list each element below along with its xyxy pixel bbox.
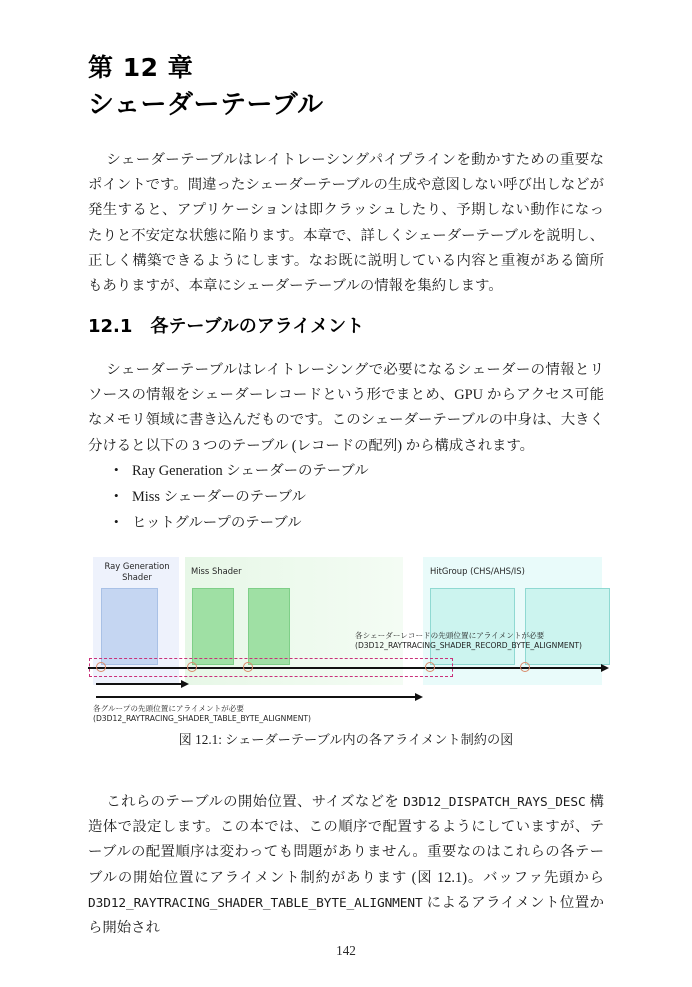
section-title: 各テーブルのアライメント: [150, 316, 365, 337]
group-span-arrow-miss: [96, 696, 416, 698]
shader-record-miss-1: [192, 588, 234, 665]
section-heading: [88, 312, 364, 338]
group-span-arrow-raygen: [96, 683, 182, 685]
note-table-line2: (D3D12_RAYTRACING_SHADER_TABLE_BYTE_ALIGNMENT): [93, 713, 311, 723]
alignment-paragraph: [88, 358, 604, 459]
section-number: 12.1: [88, 316, 133, 337]
table-type-list: [112, 458, 369, 536]
alignment-marker-icon: [187, 662, 197, 672]
label-miss-shader: Miss Shader: [191, 566, 242, 576]
note-record-alignment: [355, 631, 582, 650]
note-record-line1: 各シェーダーレコードの先頭位置にアライメントが必要: [355, 631, 545, 640]
figure-shader-table-alignment: [93, 557, 602, 723]
shader-record-raygen-1: [101, 588, 158, 665]
chapter-number: 第 12 章: [88, 53, 194, 82]
shader-record-hit-1: [430, 588, 515, 665]
description-text-a: これらのテーブルの開始位置、サイズなどを: [106, 794, 404, 810]
intro-paragraph: [88, 148, 604, 299]
page-number: 142: [336, 943, 356, 958]
note-record-line2: (D3D12_RAYTRACING_SHADER_RECORD_BYTE_ALIGNMENT): [355, 640, 582, 650]
note-table-alignment: [93, 704, 311, 723]
list-item: • Ray Generation シェーダーのテーブル: [112, 458, 369, 484]
alignment-marker-icon: [425, 662, 435, 672]
list-item: • Miss シェーダーのテーブル: [112, 484, 369, 510]
alignment-marker-icon: [96, 662, 106, 672]
alignment-marker-icon: [243, 662, 253, 672]
alignment-paragraph-text: シェーダーテーブルはレイトレーシングで必要になるシェーダーの情報とリソースの情報をシェーダーレコードという形でまとめ、GPU からアクセス可能なメモリ領域に書き込んだものです。このシェーダーテーブルの中身は、大きく分けると以下の 3 つのテーブル (レコードの配列) から構成されます。: [88, 362, 604, 454]
list-item: • ヒットグループのテーブル: [112, 510, 369, 536]
label-ray-generation: Ray Generation Shader: [104, 561, 170, 582]
note-table-line1: 各グループの先頭位置にアライメントが必要: [93, 704, 244, 713]
label-hitgroup: HitGroup (CHS/AHS/IS): [430, 566, 525, 576]
shader-record-hit-2: [525, 588, 610, 665]
code-shader-table-byte-alignment: D3D12_RAYTRACING_SHADER_TABLE_BYTE_ALIGNMENT: [88, 895, 423, 911]
alignment-marker-icon: [520, 662, 530, 672]
code-dispatch-rays-desc: D3D12_DISPATCH_RAYS_DESC: [403, 795, 586, 810]
description-text-c: によるアライメント位置から開始され: [88, 894, 604, 937]
description-paragraph: [88, 790, 604, 941]
figure-caption: 図 12.1: シェーダーテーブル内の各アライメント制約の図: [178, 732, 514, 747]
description-text-b: 構造体で設定します。この本では、この順序で配置するようにしていますが、テーブルの配置順序は変わっても問題がありません。重要なのはこれらの各テーブルの開始位置にアライメント制約があります (図 12.1)。バッファ先頭から: [88, 794, 604, 886]
chapter-title: シェーダーテーブル: [88, 90, 324, 120]
intro-paragraph-text: シェーダーテーブルはレイトレーシングパイプラインを動かすための重要なポイントです。間違ったシェーダーテーブルの生成や意図しない呼び出しなどが発生すると、アプリケーションは即クラッシュしたり、予期しない動作になったりと不安定な状態に陥ります。本章で、詳しくシェーダーテーブルを説明し、正しく構築できるようにします。なお既に説明している内容と重複がある箇所もありますが、本章にシェーダーテーブルの情報を集約します。: [88, 152, 604, 295]
shader-record-miss-2: [248, 588, 290, 665]
